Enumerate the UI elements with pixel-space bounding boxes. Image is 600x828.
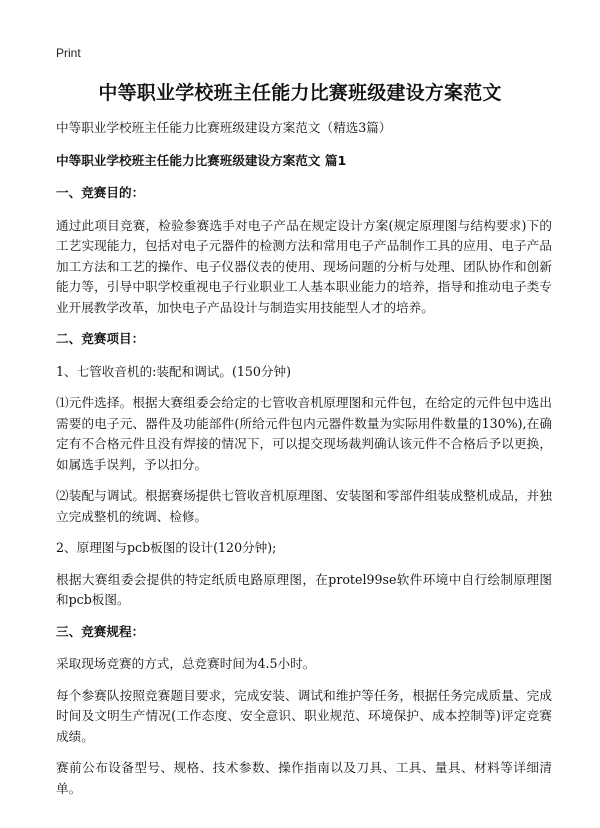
- section-3-paragraph-2: 每个参赛队按照竞赛题目要求，完成安装、调试和维护等任务，根据任务完成质量、完成时间及文明生产情况(工作态度、安全意识、职业规范、环境保护、成本控制等)评定竞赛成绩。: [56, 687, 552, 744]
- item-2-heading: 2、原理图与pcb板图的设计(120分钟);: [56, 540, 277, 555]
- section-3-title: 三、竞赛规程：: [56, 623, 145, 639]
- article-title: 中等职业学校班主任能力比赛班级建设方案范文 篇1: [56, 152, 347, 168]
- document-title: 中等职业学校班主任能力比赛班级建设方案范文: [98, 82, 502, 104]
- item-1-heading: 1、七管收音机的:装配和调试。(150分钟): [56, 363, 292, 379]
- section-2-title: 二、竞赛项目：: [56, 331, 145, 346]
- item-1-paragraph-1: ⑴元件选择。根据大赛组委会给定的七管收音机原理图和元件包，在给定的元件包中选出需要的电子元、器件及功能部件(所给元件包内元器件数量为实际用件数量的130%),在确定有不合格元件且没有焊接的情况下，可以提交现场裁判确认该元件不合格后予以更换，如属选手误判，予以扣分。: [56, 395, 552, 472]
- document-body: [56, 118, 552, 810]
- section-1-title: 一、竞赛目的：: [56, 185, 145, 200]
- item-2-paragraph: 根据大赛组委会提供的特定纸质电路原理图，在protel99se软件环境中自行绘制原理图和pcb板图。: [56, 571, 552, 607]
- item-1-paragraph-2: ⑵装配与调试。根据赛场提供七管收音机原理图、安装图和零部件组装成整机成品，并独立完成整机的统调、检修。: [56, 488, 552, 524]
- print-link[interactable]: Print: [56, 46, 81, 60]
- document-subtitle: 中等职业学校班主任能力比赛班级建设方案范文（精选3篇）: [56, 120, 392, 135]
- section-1-paragraph: 通过此项目竞赛，检验参赛选手对电子产品在规定设计方案(规定原理图与结构要求)下的工艺实现能力，包括对电子元器件的检测方法和常用电子产品制作工具的应用、电子产品加工方法和工艺的操作、电子仪器仪表的使用、现场问题的分析与处理、团队协作和创新能力等，引导中职学校重视电子行业职业工人基本职业能力的培养，指导和推动电子类专业开展教学改革，加快电子产品设计与制造实用技能型人才的培养。: [56, 217, 552, 315]
- section-3-paragraph-1: 采取现场竞赛的方式，总竞赛时间为4.5小时。: [56, 656, 316, 671]
- section-3-paragraph-3: 赛前公布设备型号、规格、技术参数、操作指南以及刀具、工具、量具、材料等详细清单。: [56, 760, 552, 796]
